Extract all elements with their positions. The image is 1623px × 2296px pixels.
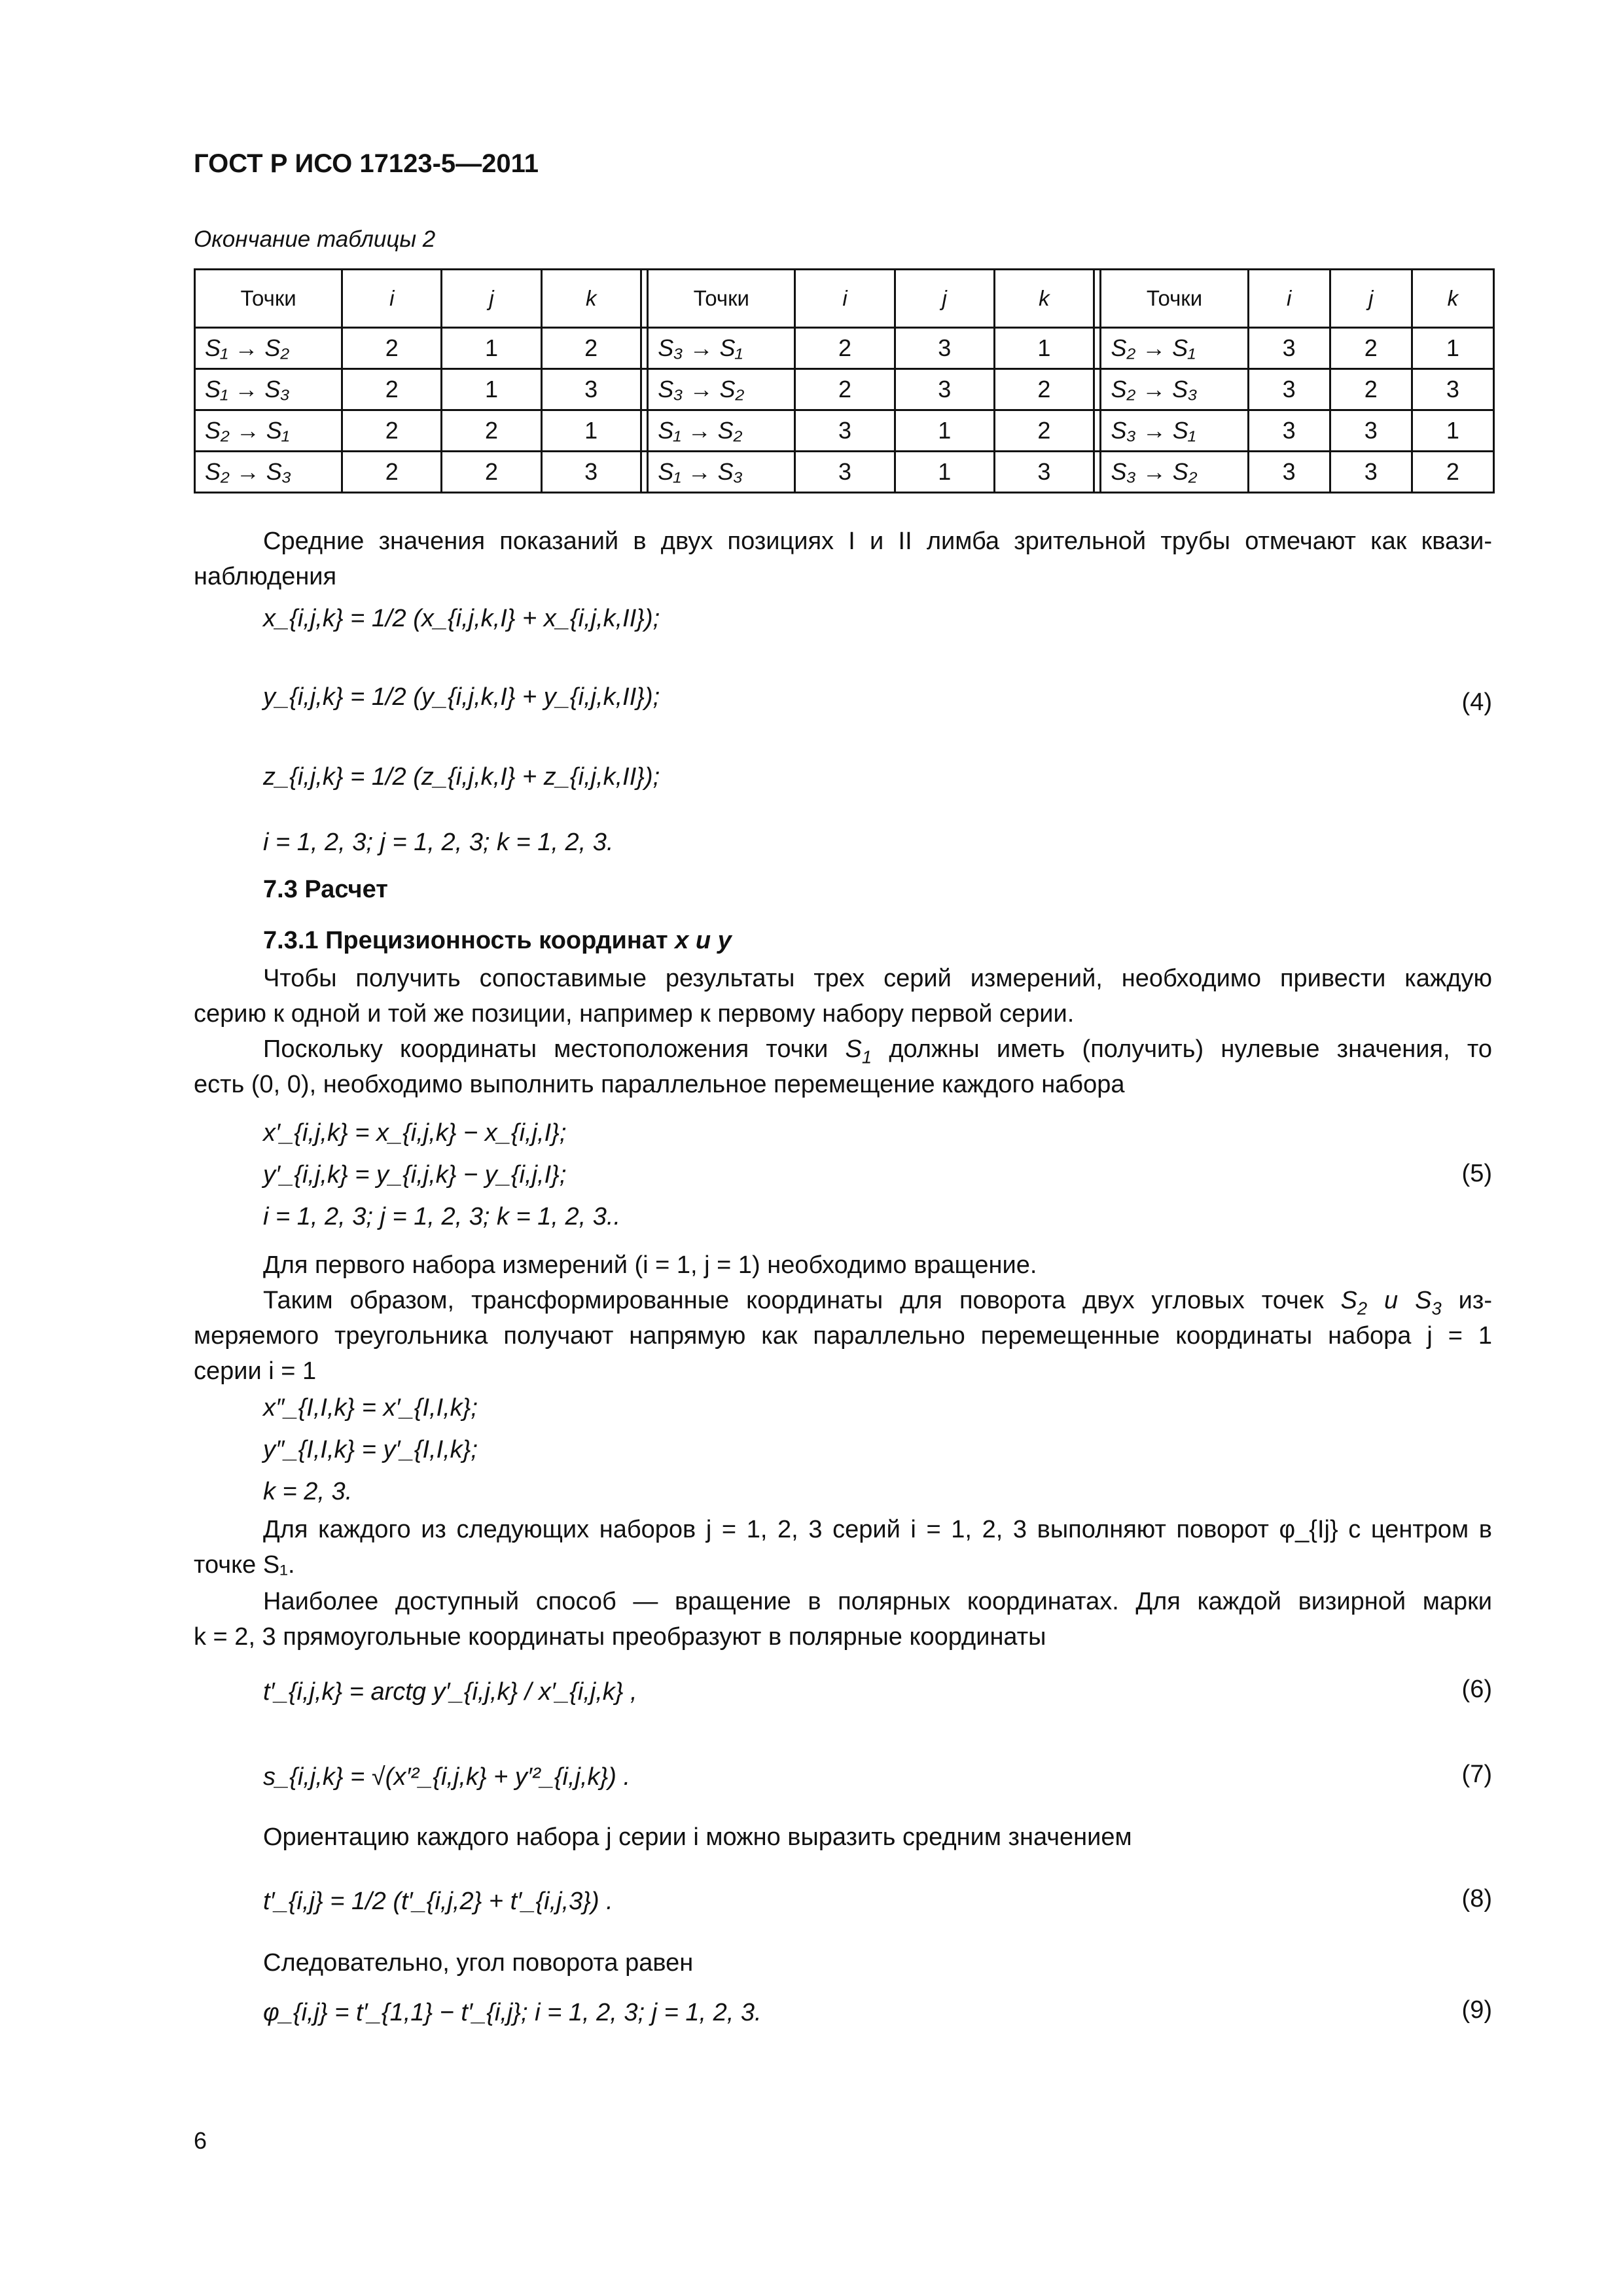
table-block-divider bbox=[641, 452, 647, 493]
table-cell: 2 bbox=[342, 410, 442, 452]
para5-line2: точке S₁. bbox=[194, 1551, 295, 1579]
table-row bbox=[195, 369, 1494, 410]
table-cell: S₂ → S₁ bbox=[1101, 328, 1248, 369]
table-block-divider bbox=[1094, 328, 1101, 369]
table-header-cell: Точки bbox=[1101, 270, 1248, 328]
para4-line2: меряемого треугольника получают напрямую как параллельно перемещенные координаты набора j = 1 bbox=[194, 1322, 1492, 1350]
table-cell: 3 bbox=[895, 328, 994, 369]
table-cell: 3 bbox=[1330, 452, 1412, 493]
table-cell: 3 bbox=[1330, 410, 1412, 452]
section-7-3-heading: 7.3 Расчет bbox=[263, 876, 388, 903]
equation-7-number: (7) bbox=[1461, 1761, 1492, 1788]
table-block-divider bbox=[1094, 270, 1101, 328]
table-cell: S₁ → S₃ bbox=[195, 369, 342, 410]
equation-5-x: x′_{i,j,k} = x_{i,j,k} − x_{i,j,I}; bbox=[263, 1119, 567, 1147]
equation-6-number: (6) bbox=[1461, 1676, 1492, 1703]
table-cell: S₃ → S₂ bbox=[1101, 452, 1248, 493]
equation-5-y: y′_{i,j,k} = y_{i,j,k} − y_{i,j,I}; bbox=[263, 1161, 567, 1189]
table-caption: Окончание таблицы 2 bbox=[194, 226, 436, 252]
table-cell: S₃ → S₁ bbox=[648, 328, 795, 369]
table-cell: S₂ → S₃ bbox=[1101, 369, 1248, 410]
points-table bbox=[194, 268, 1495, 493]
para4-text-a: Таким образом, трансформированные координаты для поворота двух угловых точек bbox=[263, 1287, 1341, 1314]
equation-4-y: y_{i,j,k} = 1/2 (y_{i,j,k,I} + y_{i,j,k,II}); bbox=[263, 683, 660, 711]
table-cell: 2 bbox=[342, 369, 442, 410]
table-cell: 3 bbox=[1248, 410, 1330, 452]
para1-line2: серию к одной и той же позиции, например к первому набору первой серии. bbox=[194, 1000, 1075, 1028]
table-block-divider bbox=[1094, 369, 1101, 410]
para6-line1: Наиболее доступный способ — вращение в полярных координатах. Для каждой визирной марки bbox=[263, 1588, 1492, 1615]
table-cell: 3 bbox=[541, 369, 641, 410]
table-block-divider bbox=[641, 328, 647, 369]
para1-line1: Чтобы получить сопоставимые результаты трех серий измерений, необходимо привести каждую bbox=[263, 965, 1492, 992]
equation-8-number: (8) bbox=[1461, 1885, 1492, 1912]
section-7-3-1-heading bbox=[263, 927, 732, 955]
table-cell: S₂ → S₃ bbox=[195, 452, 342, 493]
table-header-row bbox=[195, 270, 1494, 328]
table-cell: 3 bbox=[1248, 452, 1330, 493]
para4-text-b: из- bbox=[1441, 1287, 1492, 1314]
para2-line2: есть (0, 0), необходимо выполнить параллельное перемещение каждого набора bbox=[194, 1071, 1125, 1098]
table-block-divider bbox=[1094, 452, 1101, 493]
table-cell: 3 bbox=[1248, 369, 1330, 410]
table-cell: 2 bbox=[994, 369, 1094, 410]
para2-text-a: Поскольку координаты местоположения точки bbox=[263, 1035, 846, 1063]
equation-4-number: (4) bbox=[1461, 689, 1492, 716]
table-header-cell: j bbox=[895, 270, 994, 328]
table-header-cell: k bbox=[994, 270, 1094, 328]
table-header-cell: j bbox=[442, 270, 541, 328]
table-cell: 2 bbox=[442, 452, 541, 493]
para7: Ориентацию каждого набора j серии i можно выразить средним значением bbox=[263, 1823, 1132, 1851]
point-s1-label: $S_1$ bbox=[845, 1035, 872, 1067]
table-cell: 2 bbox=[342, 328, 442, 369]
equation-9: φ_{i,j} = t′_{1,1} − t′_{i,j}; i = 1, 2, 3; j = 1, 2, 3. bbox=[263, 1999, 762, 2026]
table-header-cell: Точки bbox=[648, 270, 795, 328]
table-cell: 1 bbox=[442, 328, 541, 369]
section-7-3-1-title: 7.3.1 Прецизионность координат bbox=[263, 927, 675, 954]
table-cell: 1 bbox=[1412, 410, 1493, 452]
table-cell: S₁ → S₃ bbox=[648, 452, 795, 493]
table-cell: 3 bbox=[1248, 328, 1330, 369]
table-cell: 1 bbox=[994, 328, 1094, 369]
table-cell: 2 bbox=[1412, 452, 1493, 493]
equation-6: t′_{i,j,k} = arctg y′_{i,j,k} / x′_{i,j,k} , bbox=[263, 1678, 637, 1706]
table-row bbox=[195, 410, 1494, 452]
table-block-divider bbox=[1094, 410, 1101, 452]
equation-4-range: i = 1, 2, 3; j = 1, 2, 3; k = 1, 2, 3. bbox=[263, 829, 614, 856]
table-block-divider bbox=[641, 410, 647, 452]
point-s2-s3-label: $S_2$ и $S_3$ bbox=[1340, 1287, 1442, 1319]
page-number: 6 bbox=[194, 2127, 207, 2154]
table-cell: 3 bbox=[795, 410, 895, 452]
table-cell: 3 bbox=[994, 452, 1094, 493]
table-header-cell: k bbox=[541, 270, 641, 328]
para-averages-line1: Средние значения показаний в двух позициях I и II лимба зрительной трубы отмечают как квази- bbox=[263, 528, 1492, 555]
para-averages-line2: наблюдения bbox=[194, 563, 337, 590]
table-header-cell: Точки bbox=[195, 270, 342, 328]
equation-5-number: (5) bbox=[1461, 1160, 1492, 1187]
table-cell: 3 bbox=[895, 369, 994, 410]
table-cell: 3 bbox=[1412, 369, 1493, 410]
table-cell: 2 bbox=[795, 369, 895, 410]
document-header: ГОСТ Р ИСО 17123-5—2011 bbox=[194, 149, 539, 178]
equation-8: t′_{i,j} = 1/2 (t′_{i,j,2} + t′_{i,j,3}) . bbox=[263, 1888, 613, 1915]
table-block-divider bbox=[641, 270, 647, 328]
table-header-cell: i bbox=[1248, 270, 1330, 328]
equation-x-double-prime: x″_{I,I,k} = x′_{I,I,k}; bbox=[263, 1394, 478, 1422]
table-cell: 2 bbox=[1330, 328, 1412, 369]
para3: Для первого набора измерений (i = 1, j = 1) необходимо вращение. bbox=[263, 1251, 1037, 1279]
table-header-cell: k bbox=[1412, 270, 1493, 328]
table-cell: 2 bbox=[541, 328, 641, 369]
table-cell: 2 bbox=[795, 328, 895, 369]
table-cell: S₁ → S₂ bbox=[195, 328, 342, 369]
table-cell: 2 bbox=[1330, 369, 1412, 410]
table-row bbox=[195, 452, 1494, 493]
para2-text-b: должны иметь (получить) нулевые значения, то bbox=[872, 1035, 1492, 1063]
equation-5-range: i = 1, 2, 3; j = 1, 2, 3; k = 1, 2, 3.. bbox=[263, 1203, 621, 1230]
equation-4-z: z_{i,j,k} = 1/2 (z_{i,j,k,I} + z_{i,j,k,II}); bbox=[263, 763, 660, 791]
equation-k-range: k = 2, 3. bbox=[263, 1478, 353, 1505]
table-cell: 1 bbox=[442, 369, 541, 410]
table-cell: S₂ → S₁ bbox=[195, 410, 342, 452]
para8: Следовательно, угол поворота равен bbox=[263, 1949, 694, 1977]
table-cell: S₃ → S₂ bbox=[648, 369, 795, 410]
table-cell: 2 bbox=[342, 452, 442, 493]
para4-line3: серии i = 1 bbox=[194, 1357, 317, 1385]
table-block-divider bbox=[641, 369, 647, 410]
table-header-cell: i bbox=[795, 270, 895, 328]
equation-9-number: (9) bbox=[1461, 1996, 1492, 2024]
table-header-cell: i bbox=[342, 270, 442, 328]
table-cell: 1 bbox=[1412, 328, 1493, 369]
para6-line2: k = 2, 3 прямоугольные координаты преобразуют в полярные координаты bbox=[194, 1623, 1046, 1651]
equation-7: s_{i,j,k} = √(x′²_{i,j,k} + y′²_{i,j,k}) . bbox=[263, 1763, 631, 1791]
table-row bbox=[195, 328, 1494, 369]
table-cell: 2 bbox=[442, 410, 541, 452]
equation-4-x: x_{i,j,k} = 1/2 (x_{i,j,k,I} + x_{i,j,k,II}); bbox=[263, 605, 660, 632]
table-cell: 1 bbox=[541, 410, 641, 452]
table-cell: 3 bbox=[541, 452, 641, 493]
table-cell: 2 bbox=[994, 410, 1094, 452]
table-header-cell: j bbox=[1330, 270, 1412, 328]
table-cell: S₁ → S₂ bbox=[648, 410, 795, 452]
equation-y-double-prime: y″_{I,I,k} = y′_{I,I,k}; bbox=[263, 1436, 478, 1463]
table-cell: 1 bbox=[895, 410, 994, 452]
para5-line1: Для каждого из следующих наборов j = 1, 2, 3 серий i = 1, 2, 3 выполняют поворот φ_{Ij} с центром в bbox=[263, 1516, 1492, 1543]
section-7-3-1-vars: x и y bbox=[675, 927, 732, 954]
table-cell: S₃ → S₁ bbox=[1101, 410, 1248, 452]
table-cell: 1 bbox=[895, 452, 994, 493]
table-cell: 3 bbox=[795, 452, 895, 493]
